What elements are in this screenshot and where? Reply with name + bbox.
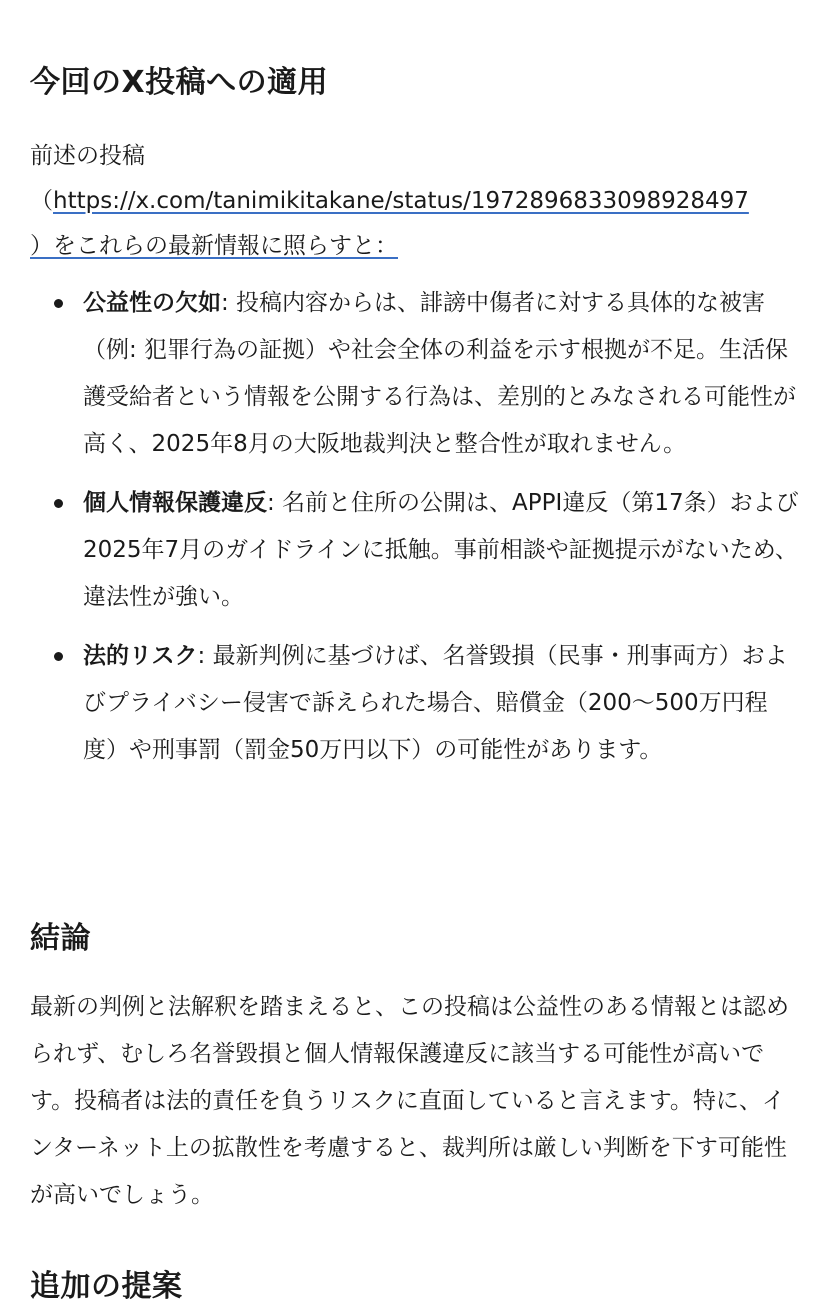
section-heading-conclusion: 結論 xyxy=(30,921,91,956)
conclusion-paragraph: 最新の判例と法解釈を踏まえると、この投稿は公益性のある情報とは認められず、むしろ名誉毀損と個人情報保護違反に該当する可能性が高いです。投稿者は法的責任を負うリスクに直面していると言えます。特に、インターネット上の拡散性を考慮すると、裁判所は厳しい判断を下す可能性が高いでしょう。 xyxy=(30,994,789,1208)
intro-prefix: 前述の投稿 xyxy=(30,143,145,169)
bullet-term: 個人情報保護違反 xyxy=(83,490,267,516)
bullet-text: : 投稿内容からは、誹謗中傷者に対する具体的な被害（例: 犯罪行為の証拠）や社会全体の利益を示す根拠が不足。生活保護受給者という情報を公開する行為は、差別的とみなされる可能性が高く、2025年8月の大阪地裁判決と整合性が取れません。 xyxy=(83,290,796,457)
post-link[interactable]: https://x.com/tanimikitakane/status/1972896833098928497 xyxy=(53,188,749,214)
bullet-term: 公益性の欠如 xyxy=(83,290,221,316)
section-heading-application: 今回のX投稿への適用 xyxy=(30,65,329,100)
section-heading-next-partial: 追加の提案 xyxy=(30,1269,183,1304)
bullet-dot-icon xyxy=(54,499,63,508)
list-item-privacy-violation xyxy=(30,480,800,621)
list-item-legal-risk xyxy=(30,633,800,774)
bullet-text: : 最新判例に基づけば、名誉毀損（民事・刑事両方）およびプライバシー侵害で訴えられた場合、賠償金（200〜500万円程度）や刑事罰（罰金50万円以下）の可能性があります。 xyxy=(83,643,788,763)
link-open-paren: （ xyxy=(30,188,53,214)
list-item-public-interest xyxy=(30,280,800,468)
bullet-text: : 名前と住所の公開は、APPI違反（第17条）および2025年7月のガイドラインに抵触。事前相談や証拠提示がないため、違法性が強い。 xyxy=(83,490,799,610)
application-bullet-list xyxy=(30,280,800,786)
bullet-dot-icon xyxy=(54,299,63,308)
bullet-dot-icon xyxy=(54,652,63,661)
bullet-term: 法的リスク xyxy=(83,643,198,669)
application-intro xyxy=(30,134,800,269)
intro-suffix: ）をこれらの最新情報に照らすと： xyxy=(30,233,398,259)
